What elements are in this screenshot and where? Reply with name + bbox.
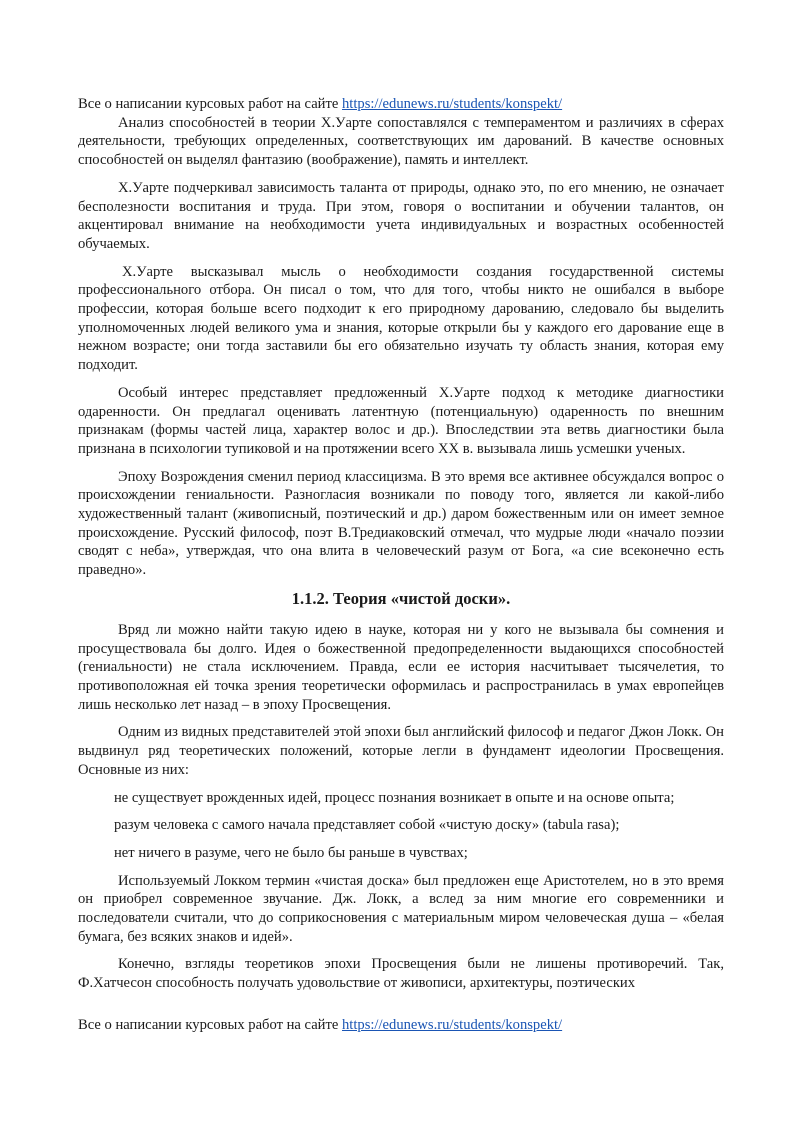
header-text: Все о написании курсовых работ на сайте <box>78 96 342 112</box>
page-header <box>78 95 724 114</box>
paragraph: Используемый Локком термин «чистая доска» был предложен еще Аристотелем, но в это время он приобрел современное звучание. Дж. Локк, а вслед за ним многие его современники и последователи считали, что до соприкосновения с материальным миром человеческая душа – «белая бумага, без всяких знаков и идей». <box>78 872 724 945</box>
footer-text: Все о написании курсовых работ на сайте <box>78 1017 342 1033</box>
page-footer <box>78 1016 724 1035</box>
header-link[interactable]: https://edunews.ru/students/konspekt/ <box>342 96 563 112</box>
list-item: не существует врожденных идей, процесс познания возникает в опыте и на основе опыта; <box>114 789 675 806</box>
paragraph: Одним из видных представителей этой эпохи был английский философ и педагог Джон Локк. Он выдвинул ряд теоретических положений, которые легли в фундамент идеологии Просвещения. Основные из них: <box>78 724 724 778</box>
footer-link[interactable]: https://edunews.ru/students/konspekt/ <box>342 1017 563 1033</box>
paragraph: Особый интерес представляет предложенный Х.Уарте подход к методике диагностики одаренности. Он предлагал оценивать латентную (потенциальную) одаренность по внешним признакам (формы частей лица, характер волос и др.). Впоследствии эта ветвь диагностики была признана в психологии тупиковой и на протяжении всего XX в. вызывала лишь усмешки ученых. <box>78 384 724 457</box>
paragraph: Анализ способностей в теории Х.Уарте сопоставлялся с темпераментом и различиях в сферах деятельности, требующих определенных, соответствующих им дарований. В качестве основных способностей он выделял фантазию (воображение), память и интеллект. <box>78 114 724 169</box>
list-item: разум человека с самого начала представляет собой «чистую доску» (tabula rasa); <box>114 817 620 834</box>
paragraph: Эпоху Возрождения сменил период классицизма. В это время все активнее обсуждался вопрос о происхождении гениальности. Разногласия возникали по поводу того, является ли какой-либо художественный талант (живописный, поэтический и др.) даром божественным или он имеет земное происхождение. Русский философ, поэт В.Тредиаковский отмечал, что мудрые люди «начало поэзии сводят с неба», утверждая, что она влита в человеческий разум от Бога, «а сие всеконечно есть праведно». <box>78 468 724 579</box>
paragraph: Конечно, взгляды теоретиков эпохи Просвещения были не лишены противоречий. Так, Ф.Хатчесон способность получать удовольствие от живописи, архитектуры, поэтических <box>78 956 724 992</box>
paragraph: Вряд ли можно найти такую идею в науке, которая ни у кого не вызывала бы сомнения и просуществовала бы долго. Идея о божественной предопределенности выдающихся способностей (гениальности) не стала исключением. Правда, если ее история насчитывает тысячелетия, то противоположная ей точка зрения теоретически оформилась и распространилась в умах европейцев лишь несколько лет назад – в эпоху Просвещения. <box>78 621 724 713</box>
list-item: нет ничего в разуме, чего не было бы раньше в чувствах; <box>114 844 468 861</box>
document-page <box>78 95 724 1002</box>
paragraph: Х.Уарте подчеркивал зависимость таланта от природы, однако это, по его мнению, не означает бесполезности воспитания и труда. При этом, говоря о воспитании и обучении талантов, он акцентировал внимание на необходимости учета индивидуальных и возрастных особенностей обучаемых. <box>78 179 724 252</box>
section-title: 1.1.2. Теория «чистой доски». <box>291 588 511 608</box>
paragraph: Х.Уарте высказывал мысль о необходимости создания государственной системы профессионального отбора. Он писал о том, что для того, чтобы никто не ошибался в выборе профессии, которая больше всего подходит к его природному дарованию, следовало бы выделить уполномоченных людей великого ума и знания, которые открыли бы у каждого его дарование еще в нежном возрасте; они тогда заставили бы его обязательно изучать ту область знания, которая ему подходит. <box>78 263 724 374</box>
